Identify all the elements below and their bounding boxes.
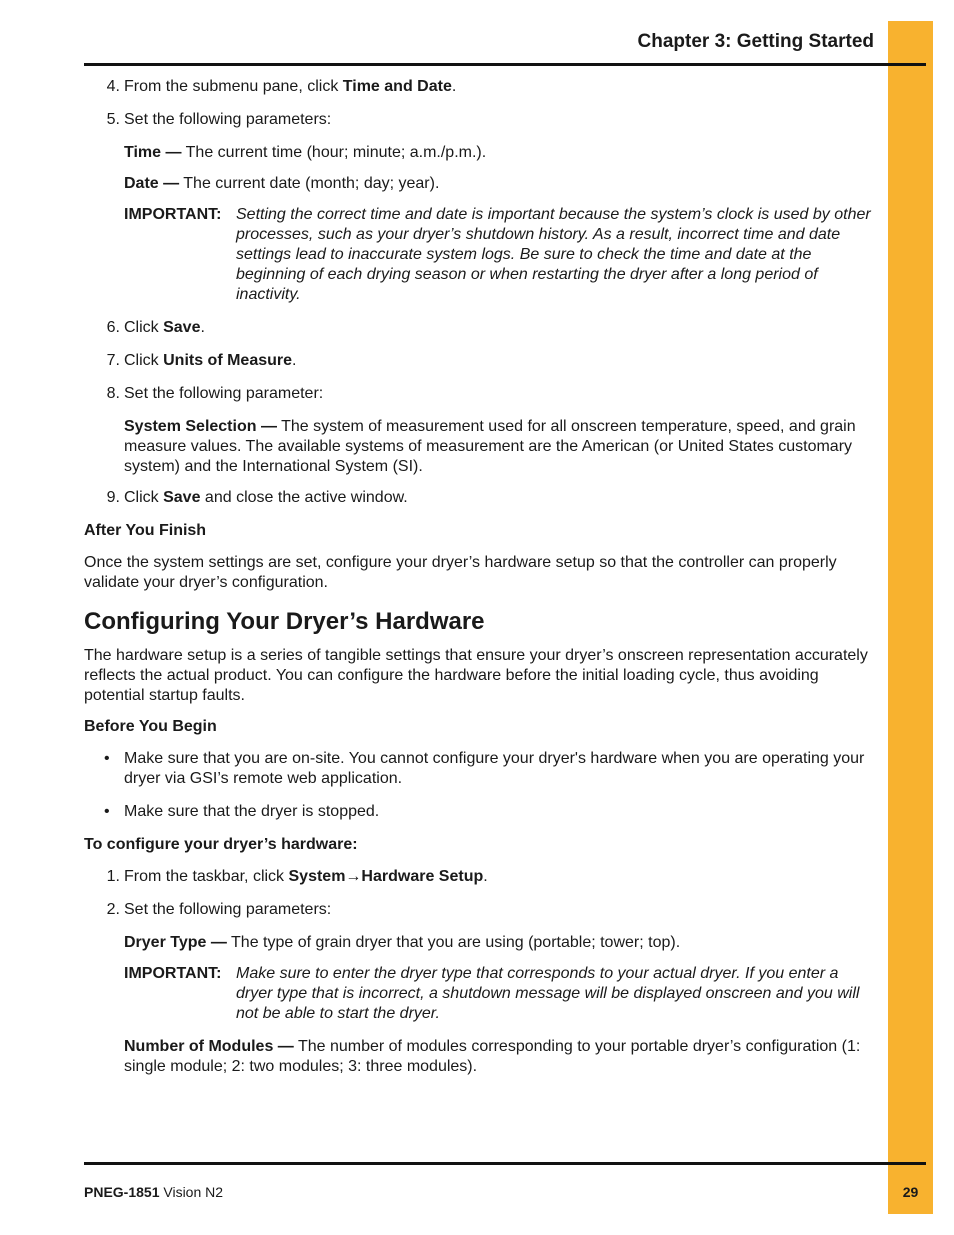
param-number-of-modules: Number of Modules — The number of modules corresponding to your portable dryer’s configuration (1: single module; 2: two modules; 3: three modules). xyxy=(124,1038,861,1075)
section-title: Configuring Your Dryer’s Hardware xyxy=(84,608,485,635)
before-you-begin-heading: Before You Begin xyxy=(84,718,217,735)
chapter-title: Chapter 3: Getting Started xyxy=(637,31,874,52)
step-5: 5. Set the following parameters: xyxy=(106,111,332,128)
important-note-dryer-type: IMPORTANT: Make sure to enter the dryer type that corresponds to your actual dryer. If you enter a dryer type that is incorrect, a shutdown message will be displayed onscreen and you will not be able to start the dryer. xyxy=(124,965,860,1022)
after-you-finish-text: Once the system settings are set, configure your dryer’s hardware setup so that the controller can properly validate your dryer’s configuration. xyxy=(84,554,837,591)
list-item: • Make sure that you are on-site. You cannot configure your dryer's hardware when you are operating your dryer via GSI’s remote web application. xyxy=(104,750,865,787)
param-date: Date — The current date (month; day; year). xyxy=(124,175,440,192)
step-6: 6. Click Save. xyxy=(106,319,205,336)
step-4: 4. From the submenu pane, click Time and Date. xyxy=(106,78,457,95)
important-note-time-date: IMPORTANT: Setting the correct time and date is important because the system’s clock is used by other processes, such as your dryer’s shutdown history. As a result, incorrect time and date settings lead to inaccurate system logs. Be sure to check the time and date at the beginning of each drying season or when restarting the dryer after a long period of inactivity. xyxy=(124,206,871,303)
footer-doc-id: PNEG-1851 Vision N2 xyxy=(84,1184,224,1200)
step-7: 7. Click Units of Measure. xyxy=(106,352,297,369)
chapter-side-tab xyxy=(888,21,933,1214)
procedure-step-1: 1. From the taskbar, click System→Hardware Setup. xyxy=(106,868,488,885)
param-dryer-type: Dryer Type — The type of grain dryer that you are using (portable; tower; top). xyxy=(124,934,681,951)
list-item: • Make sure that the dryer is stopped. xyxy=(104,803,380,820)
procedure-heading: To configure your dryer’s hardware: xyxy=(84,836,358,853)
after-you-finish-heading: After You Finish xyxy=(84,522,207,539)
footer-rule xyxy=(84,1162,926,1165)
page-content xyxy=(84,77,874,1088)
param-system-selection: System Selection — The system of measurement used for all onscreen temperature, speed, and grain measure values. The available systems of measurement are the American (or United States customary system) and the International System (SI). xyxy=(124,418,856,475)
header-rule xyxy=(84,63,926,66)
param-time: Time — The current time (hour; minute; a.m./p.m.). xyxy=(124,144,487,161)
step-8: 8. Set the following parameter: xyxy=(106,385,324,402)
section-intro: The hardware setup is a series of tangible settings that ensure your dryer’s onscreen representation accurately reflects the actual product. You can configure the hardware before the initial loading cycle, thus avoiding potential startup faults. xyxy=(84,647,868,704)
step-9: 9. Click Save and close the active window. xyxy=(106,489,408,506)
procedure-step-2: 2. Set the following parameters: xyxy=(106,901,332,918)
page-number: 29 xyxy=(902,1184,919,1200)
